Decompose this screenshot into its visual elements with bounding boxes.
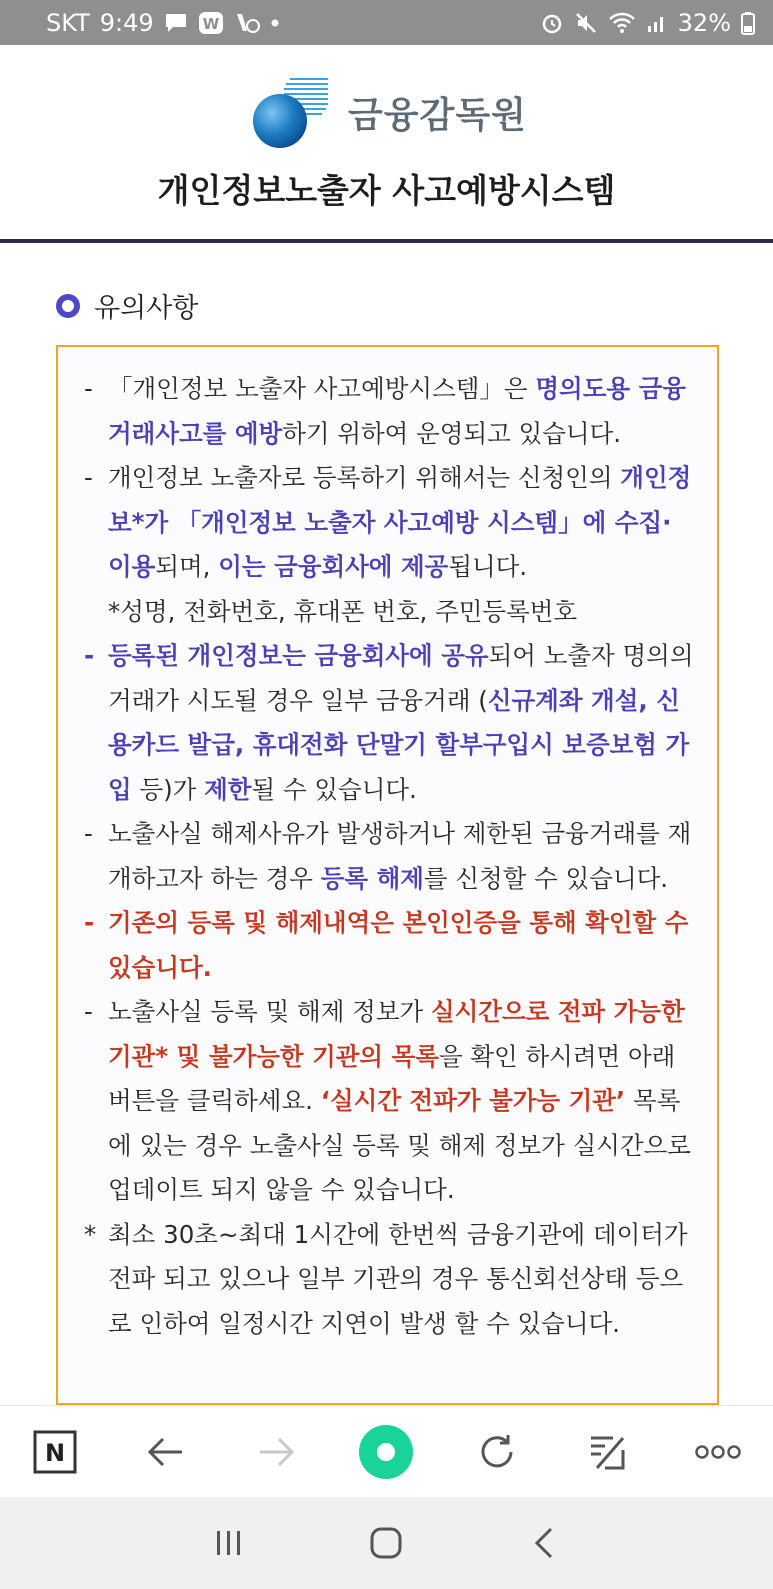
- notice-text: 될 수 있습니다.: [251, 774, 417, 804]
- svg-text:N: N: [45, 1439, 66, 1467]
- notice-bullet: -: [84, 819, 93, 848]
- notice-item: [84, 901, 694, 990]
- dot-icon: [270, 18, 280, 28]
- ring-bullet-icon: [56, 294, 80, 318]
- clock: 9:49: [99, 8, 154, 37]
- header-divider: [0, 239, 773, 243]
- more-icon[interactable]: [688, 1422, 748, 1482]
- warning-text: ‘실시간 전파가 불가능 기관’: [320, 1086, 626, 1115]
- logo-text: 금융감독원: [348, 94, 527, 136]
- notice-text: 하기 위하여 운영되고 있습니다.: [282, 418, 622, 448]
- notice-text: 되며,: [155, 552, 219, 581]
- svg-text:W: W: [202, 14, 219, 33]
- highlight-text: 제한: [204, 774, 252, 804]
- notice-bullet: -: [84, 641, 95, 670]
- section-heading: [56, 286, 198, 325]
- notice-bullet: *: [84, 1219, 97, 1249]
- fss-logo: [250, 73, 527, 151]
- highlight-text: 개인정보*가 「개인정보 노출자 사고예방 시스템」에 수집· 이용: [108, 463, 692, 581]
- notice-item: [84, 456, 694, 634]
- notice-item: [84, 1213, 694, 1347]
- notice-item: [84, 990, 694, 1213]
- notice-bullet: -: [84, 374, 93, 403]
- highlight-text: 이는 금융회사에 제공: [218, 552, 449, 581]
- notice-text: 등)가: [131, 774, 205, 804]
- refresh-icon[interactable]: [467, 1422, 527, 1482]
- fss-logo-icon: [250, 73, 330, 151]
- w-app-icon: [198, 11, 224, 35]
- notice-box: [56, 345, 719, 1405]
- battery-icon: [741, 11, 755, 35]
- notice-text: 를 신청할 수 있습니다.: [423, 863, 669, 893]
- battery-percent: 32%: [677, 8, 731, 37]
- warning-text: 실시간으로 전파 가능한 기관* 및 불가능한 기관의 목록: [108, 997, 685, 1071]
- highlight-text: 신규계좌 개설, 신용카드 발급, 휴대전화 단말기 할부구입시 보증보험 가입: [108, 685, 690, 804]
- notice-text: 노출사실 해제사유가 발생하거나 제한된 금융거래를 재개하고자 하는 경우: [108, 819, 692, 893]
- notice-bullet: -: [84, 463, 93, 492]
- section-title: 유의사항: [94, 293, 199, 324]
- naver-home-icon[interactable]: [25, 1422, 85, 1482]
- browser-toolbar: [0, 1405, 773, 1498]
- carrier-label: SKT: [46, 8, 90, 37]
- signal-icon: [646, 12, 668, 34]
- chat-icon: [164, 12, 188, 34]
- notice-text: 되어 노출자 명의의 거래가 시도될 경우 일부 금융거래 (: [108, 641, 694, 715]
- notice-text: 을 확인 하시려면 아래 버튼을 클릭하세요.: [108, 1041, 676, 1115]
- highlight-text: 등록된 개인정보는 금융회사에 공유: [108, 641, 489, 670]
- recent-apps-icon[interactable]: [199, 1513, 259, 1573]
- page-header: [0, 45, 773, 240]
- notice-item: [84, 812, 694, 901]
- back-arrow-icon[interactable]: [136, 1422, 196, 1482]
- notice-text: 최소 30초∼최대 1시간에 한번씩 금융기관에 데이터가 전파 되고 있으나 일부 기관의 경우 통신회선상태 등으로 인하여 일정시간 지연이 발생 할 수 있습니다.: [108, 1219, 688, 1338]
- notice-text: 목록에 있는 경우 노출사실 등록 및 해제 정보가 실시간으로 업데이트 되지 않을 수 있습니다.: [108, 1086, 691, 1204]
- notice-bullet: -: [84, 997, 93, 1026]
- mute-icon: [574, 11, 598, 35]
- highlight-text: 명의도용 금융거래사고를 예방: [108, 374, 686, 448]
- system-nav-bar: [0, 1497, 773, 1589]
- notice-bullet: -: [84, 908, 95, 937]
- notice-item: [84, 367, 694, 456]
- home-icon[interactable]: [356, 1513, 416, 1573]
- back-icon[interactable]: [514, 1513, 574, 1573]
- notice-footnote: *성명, 전화번호, 휴대폰 번호, 주민등록번호: [108, 596, 578, 626]
- status-bar: [0, 0, 773, 45]
- green-dot-icon[interactable]: [356, 1422, 416, 1482]
- forward-arrow-icon[interactable]: [246, 1422, 306, 1482]
- notice-list: [84, 367, 694, 1346]
- alarm-icon: [540, 11, 564, 35]
- notice-text: 노출사실 등록 및 해제 정보가: [108, 997, 431, 1026]
- page-title: 개인정보노출자 사고예방시스템: [157, 171, 616, 210]
- share-icon[interactable]: [577, 1422, 637, 1482]
- notice-text: 됩니다.: [448, 552, 528, 581]
- notice-item: [84, 634, 694, 812]
- notice-text: 개인정보 노출자로 등록하기 위해서는 신청인의: [108, 463, 621, 492]
- wifi-icon: [608, 11, 636, 35]
- call-icon: [234, 11, 260, 35]
- notice-text: 「개인정보 노출자 사고예방시스템」은: [108, 374, 536, 403]
- warning-text: 기존의 등록 및 해제내역은 본인인증을 통해 확인할 수 있습니다.: [108, 908, 689, 982]
- highlight-text: 등록 해제: [320, 863, 424, 893]
